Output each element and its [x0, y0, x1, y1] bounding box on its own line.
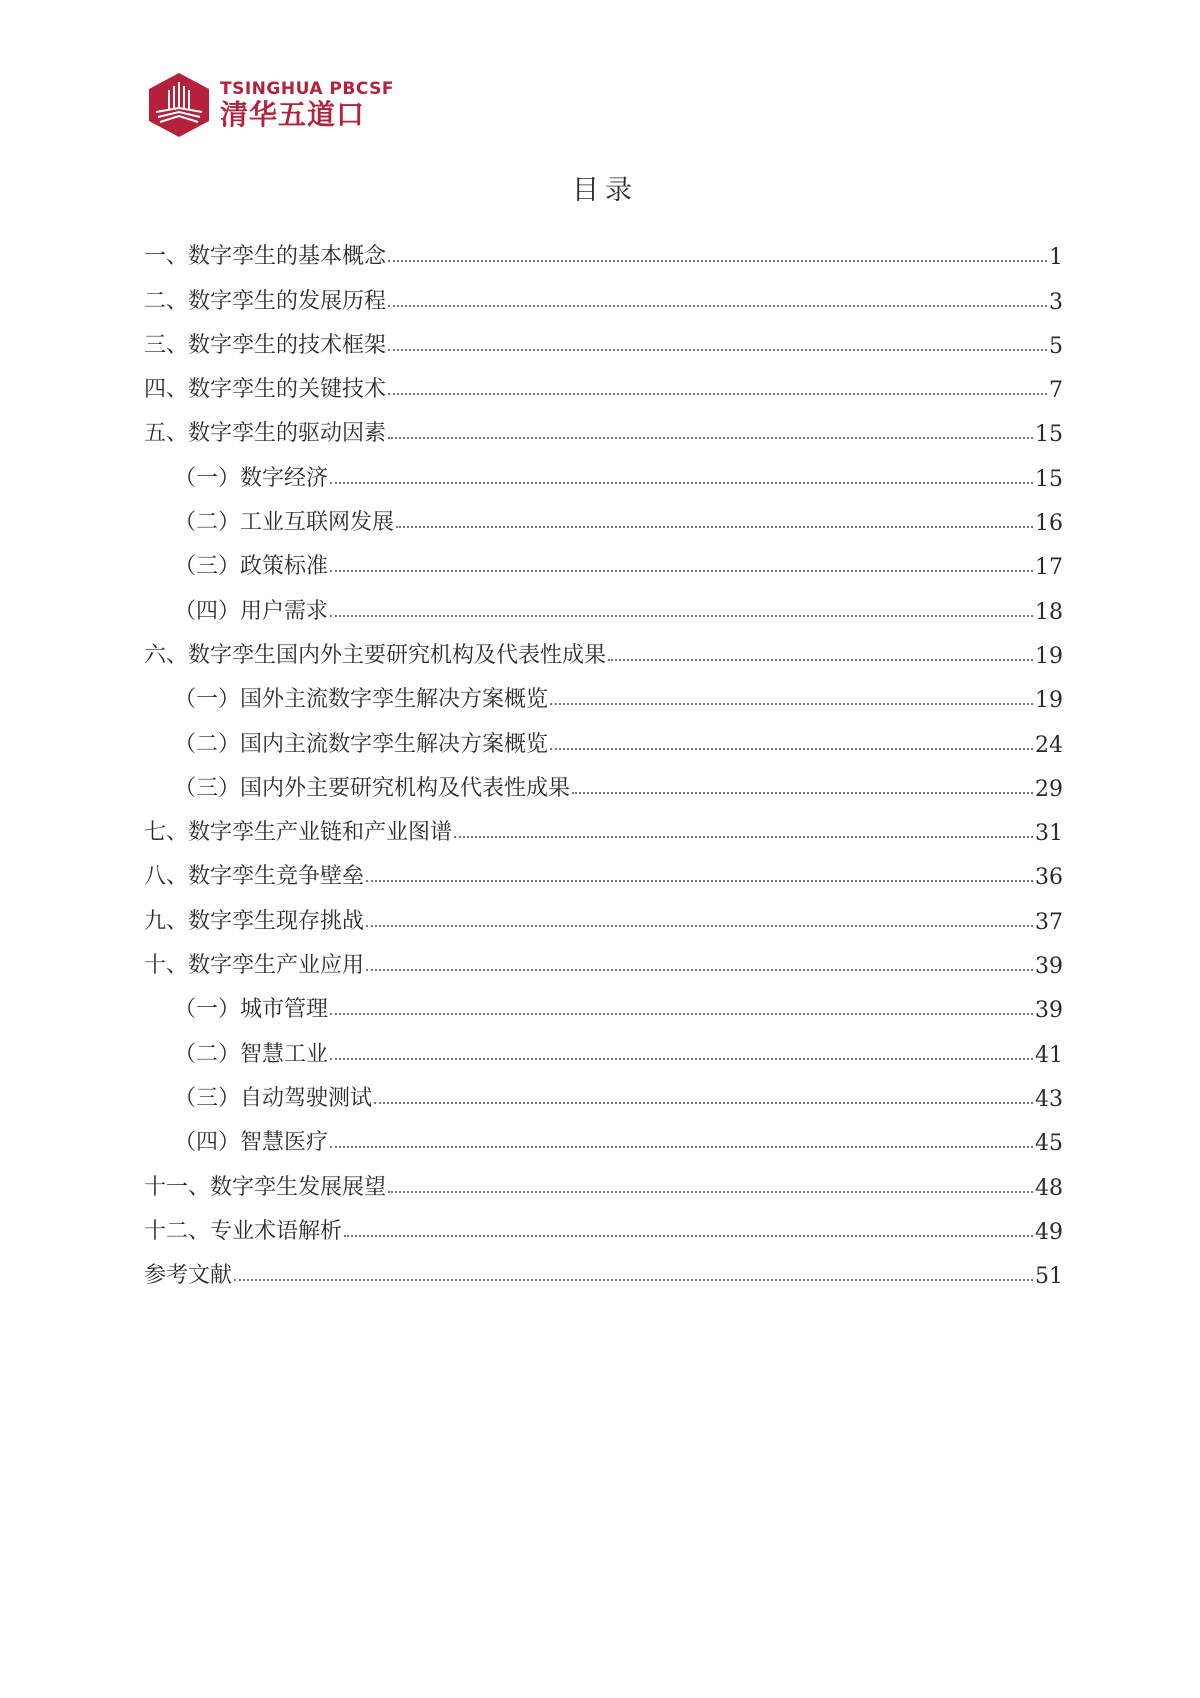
toc-entry[interactable]	[144, 890, 1063, 934]
toc-entry[interactable]	[144, 447, 1063, 491]
toc-entry[interactable]	[144, 1023, 1063, 1067]
toc-entry-label: 十二、专业术语解析	[144, 1218, 343, 1244]
toc-entry-page: 19	[1035, 643, 1063, 669]
toc-entry[interactable]	[144, 270, 1063, 314]
toc-entry-label: 五、数字孪生的驱动因素	[144, 421, 387, 447]
table-of-contents	[144, 226, 1063, 1289]
toc-leader-dots	[366, 880, 1033, 882]
toc-entry[interactable]	[144, 713, 1063, 757]
toc-entry-label: 二、数字孪生的发展历程	[144, 288, 387, 314]
toc-leader-dots	[388, 437, 1033, 439]
toc-entry-page: 17	[1035, 555, 1063, 581]
toc-entry-label: （二）智慧工业	[174, 1041, 329, 1067]
toc-entry-label: 三、数字孪生的技术框架	[144, 332, 387, 358]
toc-leader-dots	[330, 1058, 1033, 1060]
toc-entry-page: 37	[1035, 909, 1063, 935]
toc-entry-page: 24	[1035, 732, 1063, 758]
toc-leader-dots	[550, 703, 1033, 705]
toc-entry[interactable]	[144, 979, 1063, 1023]
toc-entry-page: 5	[1049, 333, 1063, 359]
toc-entry-label: （三）政策标准	[174, 554, 329, 580]
toc-entry-page: 18	[1035, 599, 1063, 625]
toc-entry-page: 51	[1035, 1264, 1063, 1290]
logo-chinese-text: 清华五道口	[220, 98, 366, 131]
toc-leader-dots	[388, 305, 1047, 307]
toc-entry-page: 31	[1035, 821, 1063, 847]
toc-entry-label: （一）城市管理	[174, 997, 329, 1023]
toc-entry-page: 1	[1049, 245, 1063, 271]
toc-entry-page: 19	[1035, 688, 1063, 714]
toc-leader-dots	[388, 349, 1047, 351]
toc-leader-dots	[550, 748, 1033, 750]
toc-entry[interactable]	[144, 669, 1063, 713]
toc-entry[interactable]	[144, 536, 1063, 580]
toc-leader-dots	[572, 792, 1033, 794]
toc-entry-page: 41	[1035, 1042, 1063, 1068]
toc-entry[interactable]	[144, 226, 1063, 270]
toc-leader-dots	[366, 925, 1033, 927]
toc-leader-dots	[344, 1235, 1033, 1237]
toc-entry-page: 48	[1035, 1175, 1063, 1201]
toc-entry-label: 六、数字孪生国内外主要研究机构及代表性成果	[144, 642, 607, 668]
toc-entry-label: 十、数字孪生产业应用	[144, 953, 365, 979]
toc-entry-page: 39	[1035, 954, 1063, 980]
toc-entry[interactable]	[144, 1245, 1063, 1289]
toc-entry[interactable]	[144, 1068, 1063, 1112]
toc-leader-dots	[608, 659, 1033, 661]
toc-entry[interactable]	[144, 758, 1063, 802]
toc-entry-page: 7	[1049, 378, 1063, 404]
toc-leader-dots	[330, 1146, 1033, 1148]
toc-entry[interactable]	[144, 315, 1063, 359]
toc-entry-page: 3	[1049, 289, 1063, 315]
toc-entry-label: （三）国内外主要研究机构及代表性成果	[174, 775, 571, 801]
toc-entry-label: （二）工业互联网发展	[174, 510, 395, 536]
toc-entry-page: 15	[1035, 466, 1063, 492]
toc-entry-page: 29	[1035, 776, 1063, 802]
toc-entry-label: 七、数字孪生产业链和产业图谱	[144, 820, 453, 846]
toc-entry-label: （四）智慧医疗	[174, 1130, 329, 1156]
tsinghua-pbcsf-emblem-icon	[148, 72, 210, 138]
toc-entry[interactable]	[144, 1112, 1063, 1156]
toc-entry[interactable]	[144, 580, 1063, 624]
toc-entry-label: （三）自动驾驶测试	[174, 1085, 373, 1111]
toc-leader-dots	[396, 526, 1033, 528]
toc-entry-label: 九、数字孪生现存挑战	[144, 908, 365, 934]
toc-entry[interactable]	[144, 403, 1063, 447]
toc-entry[interactable]	[144, 492, 1063, 536]
toc-entry-label: 八、数字孪生竞争壁垒	[144, 864, 365, 890]
toc-leader-dots	[330, 570, 1033, 572]
toc-leader-dots	[388, 260, 1047, 262]
toc-entry[interactable]	[144, 802, 1063, 846]
toc-entry-page: 16	[1035, 511, 1063, 537]
logo	[148, 72, 394, 138]
toc-entry-page: 36	[1035, 865, 1063, 891]
toc-entry-label: （二）国内主流数字孪生解决方案概览	[174, 731, 549, 757]
toc-entry[interactable]	[144, 846, 1063, 890]
logo-english-text: TSINGHUA PBCSF	[220, 79, 394, 99]
toc-entry-label: 四、数字孪生的关键技术	[144, 377, 387, 403]
toc-entry[interactable]	[144, 935, 1063, 979]
toc-entry-page: 49	[1035, 1219, 1063, 1245]
toc-entry-label: （四）用户需求	[174, 598, 329, 624]
toc-entry-page: 39	[1035, 998, 1063, 1024]
toc-entry[interactable]	[144, 1201, 1063, 1245]
page-title: 目录	[572, 175, 638, 206]
toc-leader-dots	[388, 1191, 1033, 1193]
toc-leader-dots	[374, 1102, 1033, 1104]
toc-entry-page: 15	[1035, 422, 1063, 448]
toc-entry-label: 一、数字孪生的基本概念	[144, 244, 387, 270]
toc-entry-label: （一）数字经济	[174, 465, 329, 491]
toc-entry-label: 参考文献	[144, 1263, 233, 1289]
toc-entry-page: 45	[1035, 1131, 1063, 1157]
toc-leader-dots	[234, 1279, 1033, 1281]
toc-entry[interactable]	[144, 625, 1063, 669]
toc-entry[interactable]	[144, 359, 1063, 403]
toc-leader-dots	[388, 393, 1047, 395]
toc-leader-dots	[454, 836, 1033, 838]
toc-leader-dots	[330, 615, 1033, 617]
toc-leader-dots	[330, 482, 1033, 484]
toc-entry-label: （一）国外主流数字孪生解决方案概览	[174, 687, 549, 713]
toc-entry-page: 43	[1035, 1086, 1063, 1112]
toc-entry-label: 十一、数字孪生发展展望	[144, 1174, 387, 1200]
toc-leader-dots	[330, 1013, 1033, 1015]
toc-leader-dots	[366, 969, 1033, 971]
toc-entry[interactable]	[144, 1156, 1063, 1200]
